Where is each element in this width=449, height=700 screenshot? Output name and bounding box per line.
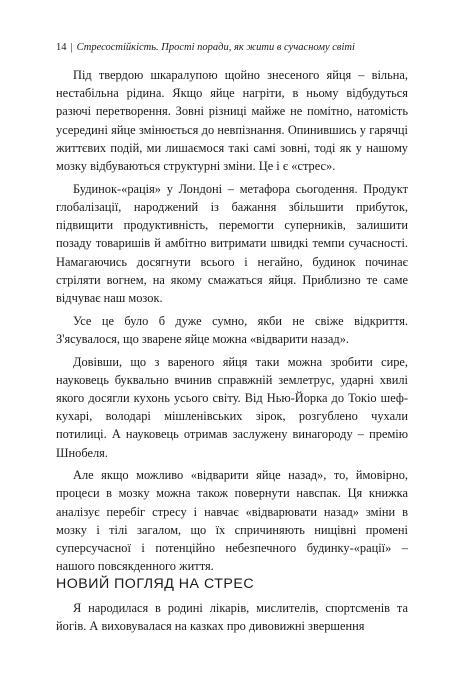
section-paragraph: Я народилася в родині лікарів, мислителів, спортсменів та йогів. А виховувалася на казках про дивовижні звершення bbox=[56, 601, 408, 634]
running-header bbox=[56, 41, 416, 55]
paragraph-1: Під твердою шкаралупою щойно знесеного яйця – вільна, нестабільна рідина. Якщо яйце нагріти, в ньому відбудуться разючі перетворення. Зовні різниці майже не помітно, натомість усередині яйце змінюється до невпізнання. Опинившись у гарячці життєвих подій, ми лишаємося такі самі зовні, тоді як у нашому мозку відбуваються структурні зміни. Це і є «стрес». bbox=[56, 68, 408, 174]
paragraph-3: Усе це було б дуже сумно, якби не свіже відкриття. З'ясувалося, що зварене яйце можна «відварити назад». bbox=[56, 313, 408, 346]
body-text bbox=[56, 66, 408, 580]
paragraph-4: Довівши, що з вареного яйця таки можна зробити сире, науковець буквально вчинив справжній землетрус, ударні хвилі якого досягли кухонь усього світу. Від Нью-Йорка до Токіо шеф-кухарі, володарі мішленівських зірок, розгублено чухали потилиці. А науковець отримав заслужену винагороду – премію Шнобеля. bbox=[56, 354, 408, 460]
page-number: 14 bbox=[56, 42, 67, 53]
paragraph-5: Але якщо можливо «відварити яйце назад», то, ймовірно, процеси в мозку можна також повернути навспак. Ця книжка аналізує перебіг стресу і навчає «відварювати назад» зміни в мозку і тілі загалом, що їх спричиняють нищівні промені суперсучасної і потенційно небезпечного будинку-«рації» – нашого повсякденного життя. bbox=[56, 468, 408, 574]
running-header-title: Стресостійкість. Прості поради, як жити в сучасному світі bbox=[76, 42, 355, 53]
header-separator: | bbox=[70, 42, 73, 53]
section-heading: НОВИЙ ПОГЛЯД НА СТРЕС bbox=[56, 576, 255, 592]
paragraph-2: Будинок-«рація» у Лондоні – метафора сьогодення. Продукт глобалізації, народжений із бажання збільшити прибуток, підвищити продуктивність, перемогти суперників, залишити позаду товаришів й амбітно витримати швидкі темпи сучасності. Намагаючись досягнути всього і негайно, будинок починає стріляти вогнем, на якому смажаться яйця. Приблизно те саме відчуває наш мозок. bbox=[56, 181, 408, 305]
section-body-text bbox=[56, 599, 408, 635]
